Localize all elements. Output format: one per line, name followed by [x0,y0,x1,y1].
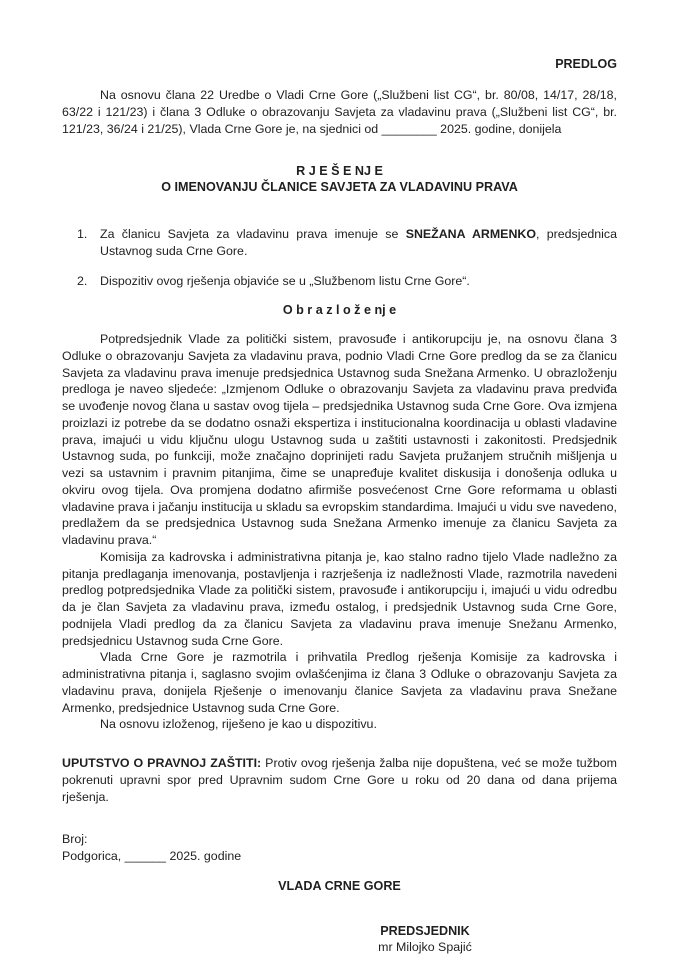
list-item-text [100,226,617,260]
legal-remedy-body: Protiv ovog rješenja žalba nije dopuštena, već se može tužbom pokrenuti upravni spor pred Upravnim sudom Crne Gore u roku od 20 dana od dana prijema rješenja. [62,756,617,804]
explanation-body [62,331,617,733]
list-item-text: Dispozitiv ovog rješenja objaviće se u „Službenom listu Crne Gore“. [100,273,470,288]
legal-remedy-notice [62,755,617,805]
explanation-heading: O b r a z l o ž e nj e [282,302,397,317]
document-status-tag: PREDLOG [555,57,617,71]
document-footer [62,831,617,865]
signer-name: mr Milojko Spajić [378,939,472,954]
decision-items-list [62,226,617,289]
list-item-text-post: , predsjednica Ustavnog suda Crne Gore. [100,227,617,258]
explanation-paragraph: Vlada Crne Gore je razmotrila i prihvatila Predlog rješenja Komisije za kadrovska i administrativna pitanja i, saglasno svojim ovlašćenjima iz člana 3 Odluke o obrazovanju Savjeta za vladavinu prava, donijela Rješenje o imenovanju članice Savjeta za vladavinu prava Snežane Armenko, predsjednice Ustavnog suda Crne Gore. [62,650,617,715]
list-item [77,273,617,290]
explanation-paragraph: Komisija za kadrovska i administrativna pitanja je, kao stalno radno tijelo Vlade nadležno za pitanja predlaganja imenovanja, postavljenja i razrješenja iz nadležnosti Vlade, razmotrila navedeni predlog potpredsjednika Vlade za politički sistem, pravosuđe i antikorupciju i, imajući u vidu odredbu da je član Savjeta za vladavinu prava, između ostalog, i predsjednik Ustavnog suda Crne Gore, podnijela Vladi predlog da za članicu Savjeta za vladavinu prava imenuje Snežanu Armenko, predsjednicu Ustavnog suda Crne Gore. [62,549,617,648]
government-name: VLADA CRNE GORE [278,878,401,893]
appointee-name: SNEŽANA ARMENKO [405,227,536,242]
legal-remedy-lead: UPUTSTVO O PRAVNOJ ZAŠTITI: [62,756,262,770]
signer-title: PREDSJEDNIK [380,923,470,938]
explanation-paragraph: Na osnovu izloženog, riješeno je kao u dispozitivu. [100,717,377,732]
explanation-paragraph: Potpredsjednik Vlade za politički sistem, pravosuđe i antikorupciju je, na osnovu člana 3 Odluke o obrazovanju Savjeta za vladavinu prava, podnio Vladi Crne Gore predlog da se za članicu Savjeta za vladavinu prava imenuje predsjednica Ustavnog suda Snežana Armenko. U obrazloženju predloga je naveo sljedeće: „Izmjenom Odluke o obrazovanju Savjeta za vladavinu prava predviđa se uvođenje novog člana u sastav ovog tijela – predsjednika Ustavnog suda Crne Gore. Ova izmjena proizlazi iz potrebe da se dodatno osnaži ekspertiza i institucionalna koordinacija u oblasti vladavine prava, imajući u vidu ključnu ulogu Ustavnog suda u zaštiti ustavnosti i zakonitosti. Predsjednik Ustavnog suda, po funkciji, može značajno doprinijeti radu Savjeta pružanjem stručnih mišljenja u vezi sa ustavnim i pravnim pitanjima, čime se unapređuje kvalitet diskusija i donošenja odluka u okviru ovog tijela. Ova promjena dodatno afirmiše posvećenost Crne Gore reformama u oblasti vladavine prava i jačanju institucija u skladu sa evropskim standardima. Imajući u vidu sve navedeno, predlažem da se predsjednica Ustavnog suda Snežana Armenko imenuje za članicu Savjeta za vladavinu prava.“ [62,332,617,547]
document-title-line1: R J E Š E NJ E [296,164,383,179]
list-item-number: 2. [77,273,88,288]
list-item [77,226,617,260]
document-number-line: Broj: [62,832,88,847]
legal-basis-paragraph: Na osnovu člana 22 Uredbe o Vladi Crne Gore („Službeni list CG“, br. 80/08, 14/17, 28/18, 63/22 i 121/23) i člana 3 Odluke o obrazovanju Savjeta za vladavinu prava („Službeni list CG“, br. 121/23, 36/24 i 21/25), Vlada Crne Gore je, na sjednici od ________ 2025. godine, donijela [62,88,617,136]
place-date-line: Podgorica, ______ 2025. godine [62,849,242,863]
signature-block [325,923,525,957]
document-title [62,164,617,195]
list-item-text-pre: Za članicu Savjeta za vladavinu prava imenuje se [100,227,406,242]
list-item-number: 1. [77,227,88,242]
document-title-line2: O IMENOVANJU ČLANICE SAVJETA ZA VLADAVINU PRAVA [161,179,518,194]
